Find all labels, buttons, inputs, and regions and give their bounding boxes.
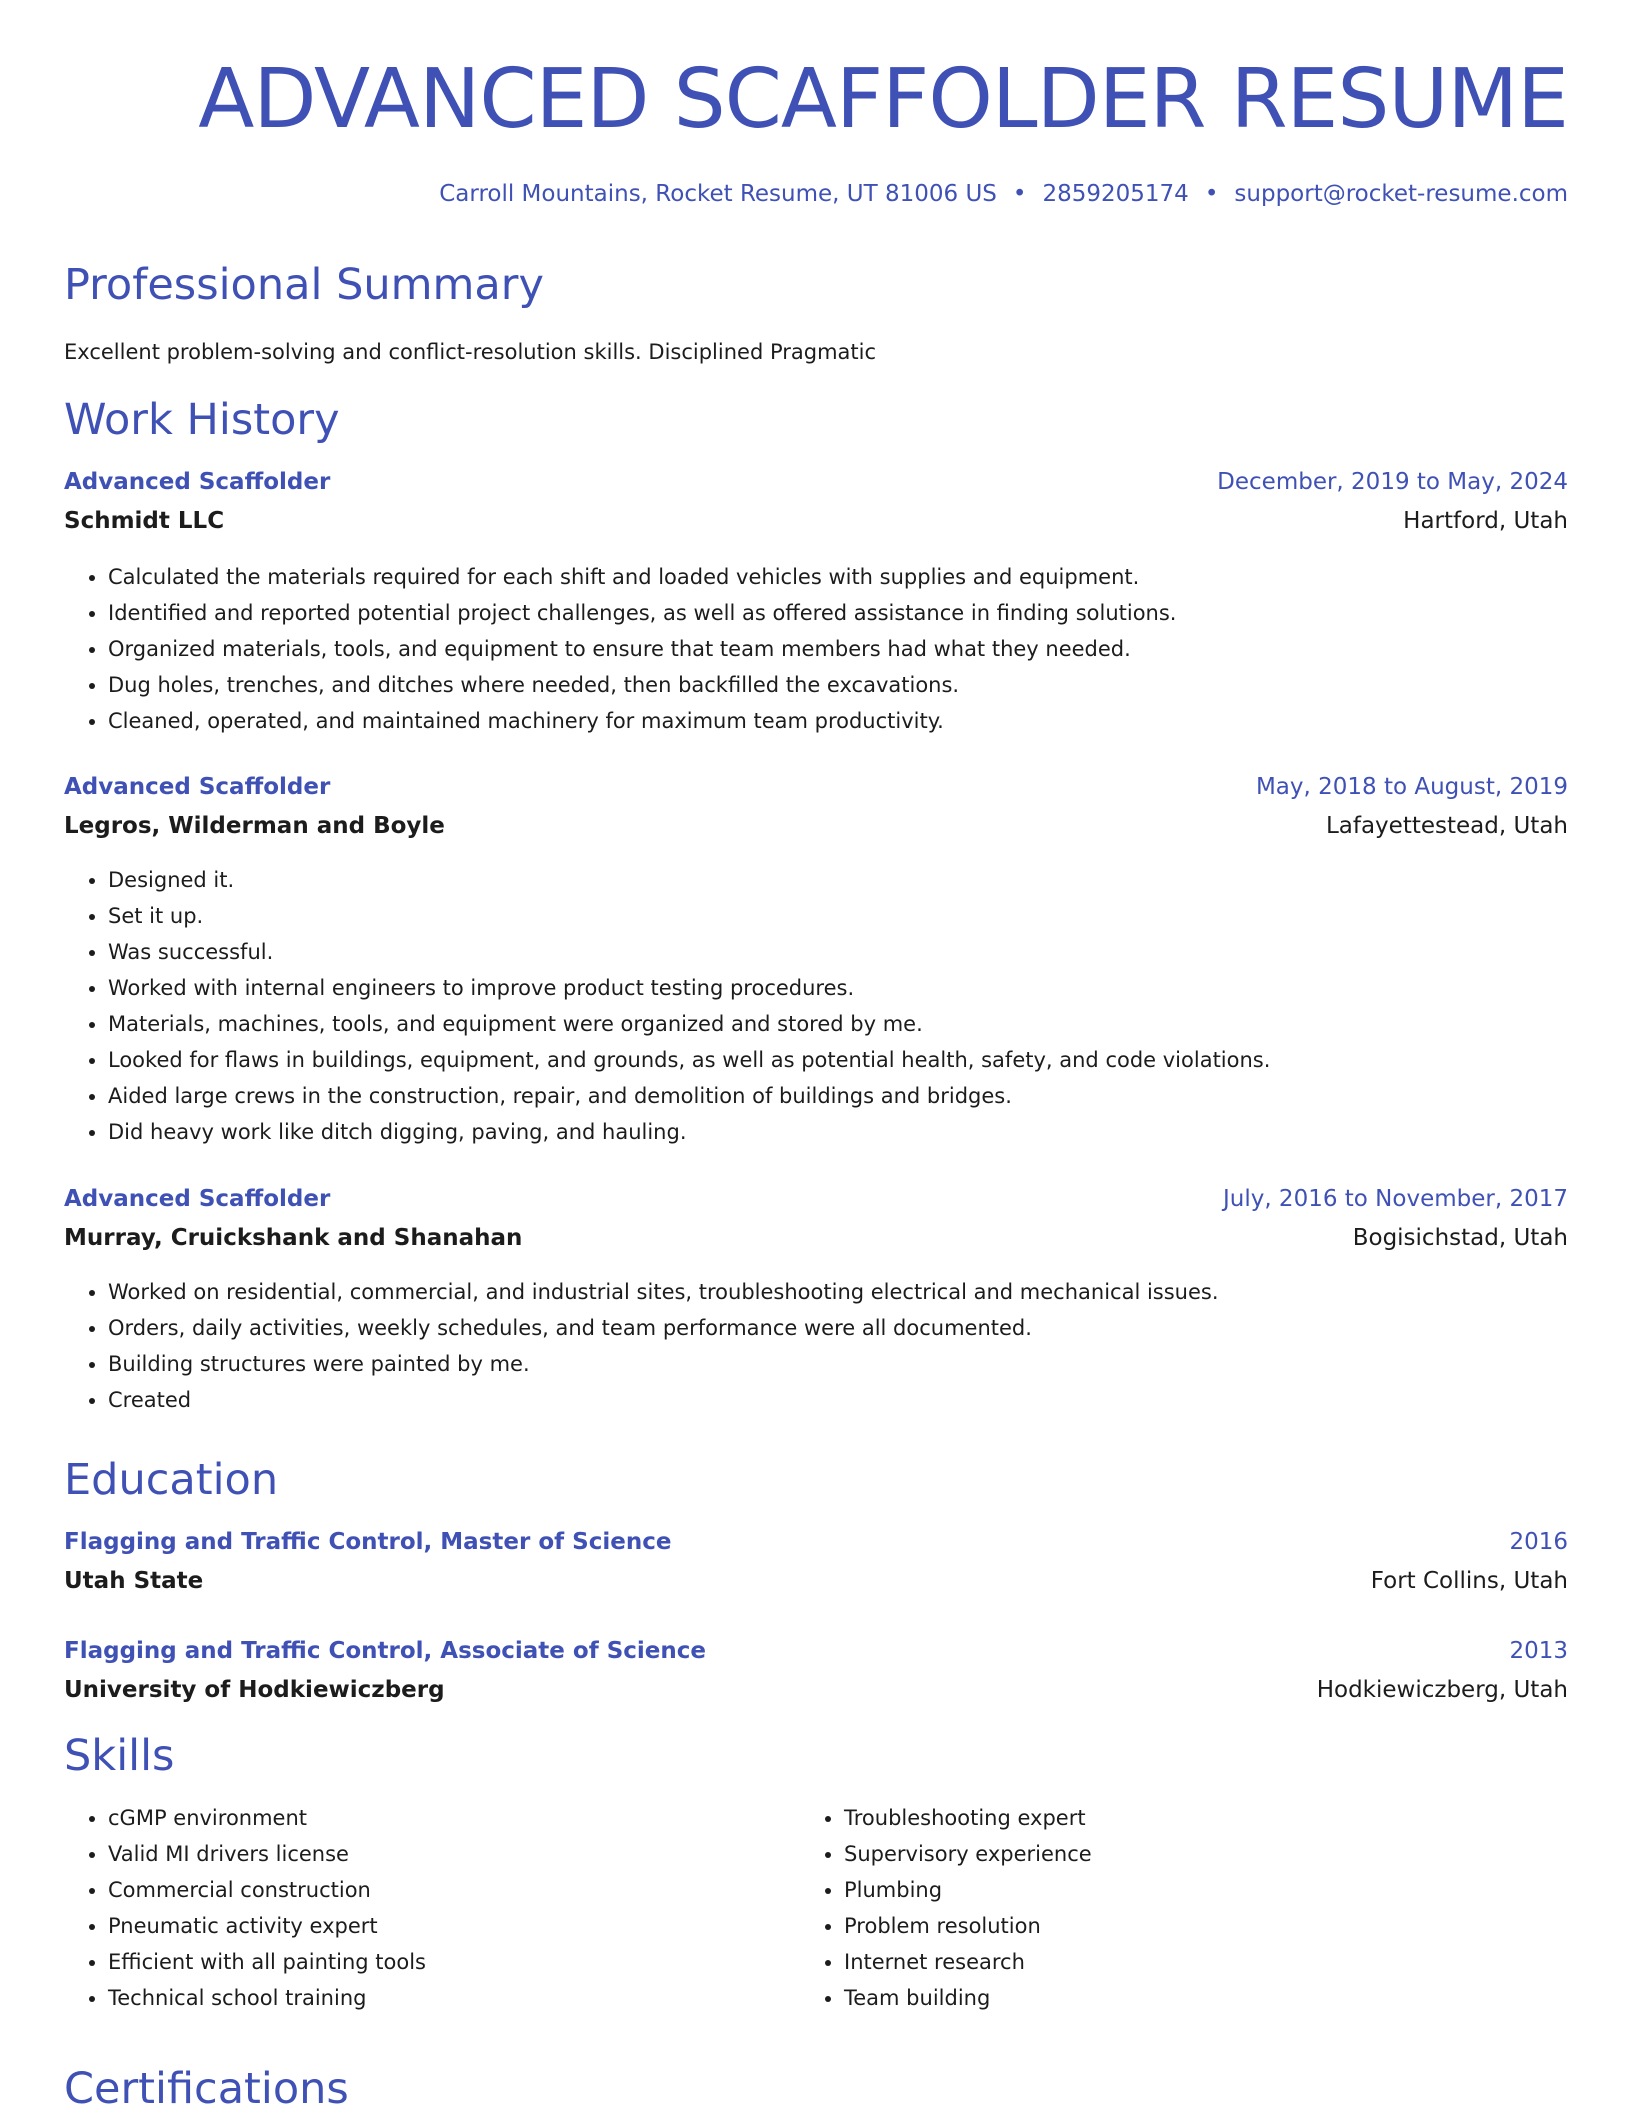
list-item: • Pneumatic activity expert [108, 1908, 748, 1944]
separator: • [1012, 181, 1027, 207]
list-item: • Aided large crews in the construction, repair, and demolition of buildings and bridges. [108, 1078, 1568, 1114]
list-item: • Plumbing [844, 1872, 1568, 1908]
education-degree: Flagging and Traffic Control, Master of Science [64, 1529, 672, 1555]
job-subheader [64, 1225, 1568, 1255]
list-item: • Commercial construction [108, 1872, 748, 1908]
contact-line [439, 181, 1568, 207]
list-item: • Technical school training [108, 1980, 748, 2016]
list-item: • Internet research [844, 1944, 1568, 1980]
address: Carroll Mountains, Rocket Resume, UT 81006 US [439, 181, 997, 207]
list-item: • Team building [844, 1980, 1568, 2016]
section-title-work: Work History [64, 395, 340, 445]
list-item: • Supervisory experience [844, 1836, 1568, 1872]
section-title-summary: Professional Summary [64, 260, 544, 310]
education-subheader [64, 1568, 1568, 1598]
list-item: • cGMP environment [108, 1800, 748, 1836]
skills-list-left [64, 1800, 748, 2016]
skills-list-right [800, 1800, 1568, 2016]
summary-text: Excellent problem-solving and conflict-resolution skills. Disciplined Pragmatic [64, 340, 877, 364]
list-item: • Designed it. [108, 862, 1568, 898]
list-item: • Building structures were painted by me. [108, 1346, 1568, 1382]
list-item: • Looked for flaws in buildings, equipment, and grounds, as well as potential health, safety, and code violations. [108, 1042, 1568, 1078]
education-location: Fort Collins, Utah [1370, 1568, 1568, 1594]
list-item: • Organized materials, tools, and equipment to ensure that team members had what they needed. [108, 631, 1568, 667]
list-item: • Efficient with all painting tools [108, 1944, 748, 1980]
job-company: Legros, Wilderman and Boyle [64, 813, 445, 839]
list-item: • Troubleshooting expert [844, 1800, 1568, 1836]
resume-name: ADVANCED SCAFFOLDER RESUME [198, 52, 1568, 147]
list-item: • Set it up. [108, 898, 1568, 934]
job-bullets [64, 1274, 1568, 1418]
education-degree: Flagging and Traffic Control, Associate of Science [64, 1638, 707, 1664]
job-company: Murray, Cruickshank and Shanahan [64, 1225, 523, 1251]
job-role: Advanced Scaffolder [64, 1186, 331, 1212]
job-location: Bogisichstad, Utah [1352, 1225, 1568, 1251]
list-item: • Valid MI drivers license [108, 1836, 748, 1872]
job-dates: July, 2016 to November, 2017 [1222, 1186, 1568, 1212]
email-link[interactable]: support@rocket-resume.com [1234, 181, 1568, 207]
job-role: Advanced Scaffolder [64, 469, 331, 495]
list-item: • Dug holes, trenches, and ditches where needed, then backfilled the excavations. [108, 667, 1568, 703]
phone: 2859205174 [1042, 181, 1189, 207]
education-header [64, 1638, 1568, 1668]
list-item: • Calculated the materials required for each shift and loaded vehicles with supplies and equipment. [108, 559, 1568, 595]
job-subheader [64, 508, 1568, 538]
list-item: • Materials, machines, tools, and equipment were organized and stored by me. [108, 1006, 1568, 1042]
list-item: • Orders, daily activities, weekly schedules, and team performance were all documented. [108, 1310, 1568, 1346]
job-dates: May, 2018 to August, 2019 [1255, 774, 1568, 800]
separator: • [1204, 181, 1219, 207]
job-subheader [64, 813, 1568, 843]
list-item: • Worked with internal engineers to improve product testing procedures. [108, 970, 1568, 1006]
job-role: Advanced Scaffolder [64, 774, 331, 800]
list-item: • Cleaned, operated, and maintained machinery for maximum team productivity. [108, 703, 1568, 739]
job-bullets [64, 559, 1568, 739]
job-header [64, 1186, 1568, 1216]
list-item: • Created [108, 1382, 1568, 1418]
education-school: Utah State [64, 1568, 204, 1594]
list-item: • Did heavy work like ditch digging, paving, and hauling. [108, 1114, 1568, 1150]
job-location: Hartford, Utah [1403, 508, 1568, 534]
job-header [64, 469, 1568, 499]
section-title-certifications: Certifications [64, 2064, 349, 2114]
education-year: 2013 [1509, 1638, 1568, 1664]
section-title-skills: Skills [64, 1731, 175, 1781]
list-item: • Problem resolution [844, 1908, 1568, 1944]
list-item: • Identified and reported potential project challenges, as well as offered assistance in finding solutions. [108, 595, 1568, 631]
job-company: Schmidt LLC [64, 508, 225, 534]
education-school: University of Hodkiewiczberg [64, 1677, 445, 1703]
list-item: • Worked on residential, commercial, and industrial sites, troubleshooting electrical and mechanical issues. [108, 1274, 1568, 1310]
education-header [64, 1529, 1568, 1559]
job-location: Lafayettestead, Utah [1325, 813, 1568, 839]
job-bullets [64, 862, 1568, 1150]
education-location: Hodkiewiczberg, Utah [1316, 1677, 1568, 1703]
education-year: 2016 [1509, 1529, 1568, 1555]
education-subheader [64, 1677, 1568, 1707]
job-dates: December, 2019 to May, 2024 [1217, 469, 1568, 495]
job-header [64, 774, 1568, 804]
section-title-education: Education [64, 1455, 279, 1505]
list-item: • Was successful. [108, 934, 1568, 970]
